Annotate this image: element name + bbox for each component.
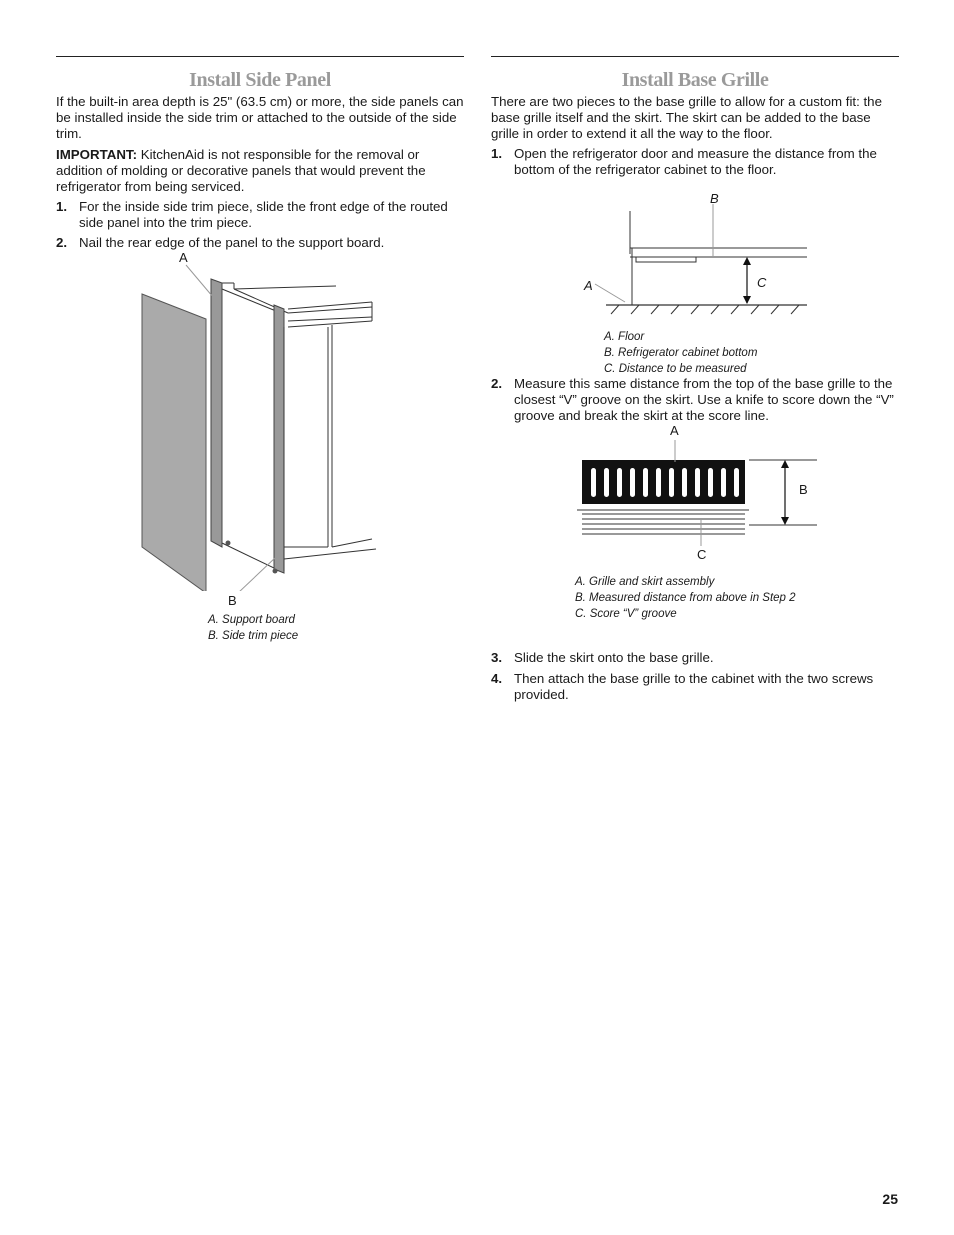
measure-illustration	[491, 178, 899, 328]
grille-label-c: C	[697, 547, 707, 562]
base-grille-step-2	[491, 376, 899, 424]
side-panel-heading: Install Side Panel	[189, 69, 331, 91]
list-item	[491, 671, 899, 703]
caption-support-board: A. Support board	[208, 614, 295, 626]
caption-score-groove: C. Score “V” groove	[575, 608, 677, 620]
step-number: 1.	[56, 199, 68, 214]
step-text: Then attach the base grille to the cabinet with the two screws provided.	[514, 671, 874, 702]
measure-captions	[604, 329, 757, 377]
grille-captions	[575, 574, 796, 622]
side-panel-intro: If the built-in area depth is 25" (63.5 cm) or more, the side panels can be installed inside the side trim or attached to the outside of the side trim.	[56, 94, 464, 141]
foot-shape	[273, 569, 278, 574]
side-panel-steps	[56, 199, 464, 251]
side-panel-figure	[56, 251, 464, 651]
grille-label-a: A	[670, 423, 679, 438]
grille-label-b: B	[799, 482, 808, 497]
list-item	[491, 650, 899, 666]
base-grille-steps-end	[491, 650, 899, 703]
important-label: IMPORTANT:	[56, 147, 138, 162]
step-number: 2.	[491, 376, 503, 391]
side-trim-shape	[274, 305, 284, 573]
step-text: Slide the skirt onto the base grille.	[514, 650, 714, 665]
step-text: Measure this same distance from the top of the base grille to the closest “V” groove on the skirt. Use a knife to score down the “V” groove and break the skirt at the score line.	[514, 376, 894, 423]
step-text: For the inside side trim piece, slide the front edge of the routed side panel into the trim piece.	[79, 199, 448, 230]
important-note	[56, 147, 464, 195]
base-grille-step-1	[491, 146, 899, 178]
caption-side-trim: B. Side trim piece	[208, 630, 299, 642]
foot-shape	[226, 541, 231, 546]
step-number: 1.	[491, 146, 503, 161]
step-text: Nail the rear edge of the panel to the support board.	[79, 235, 385, 250]
step-text: Open the refrigerator door and measure the distance from the bottom of the refrigerator cabinet to the floor.	[514, 146, 877, 177]
list-item	[56, 235, 464, 251]
right-column	[491, 56, 899, 703]
caption-cabinet-bottom: B. Refrigerator cabinet bottom	[604, 347, 758, 359]
cabinet-bottom-shape	[636, 257, 696, 262]
grille-illustration	[491, 424, 899, 564]
side-panel-shape	[142, 294, 206, 591]
important-text: KitchenAid is not responsible for the removal or addition of molding or decorative panels that would prevent the refrigerator from being serviced.	[56, 147, 426, 194]
floor-label-a: A	[584, 278, 593, 293]
step-number: 4.	[491, 671, 503, 686]
list-item	[56, 199, 464, 231]
base-grille-heading: Install Base Grille	[621, 69, 769, 91]
figure-label-b: B	[228, 593, 237, 608]
side-panel-illustration	[56, 251, 464, 591]
list-item	[491, 146, 899, 178]
measure-figure	[491, 178, 899, 378]
caption-floor: A. Floor	[604, 331, 645, 343]
figure-label-a: A	[179, 250, 188, 265]
left-top-rule	[56, 56, 464, 57]
caption-distance: C. Distance to be measured	[604, 363, 747, 375]
list-item	[491, 376, 899, 424]
page-number: 25	[882, 1191, 898, 1207]
step-number: 3.	[491, 650, 503, 665]
left-column	[56, 56, 464, 651]
step-number: 2.	[56, 235, 68, 250]
base-grille-intro: There are two pieces to the base grille to allow for a custom fit: the base grille itself and the skirt. The skirt can be added to the base grille in order to extend it all the way to the floor.	[491, 94, 882, 141]
caption-measured-distance: B. Measured distance from above in Step 2	[575, 592, 796, 604]
grille-figure	[491, 424, 899, 646]
support-board-shape	[211, 279, 222, 547]
floor-hatching	[611, 305, 799, 314]
side-panel-captions	[208, 612, 298, 644]
distance-label-c: C	[757, 275, 767, 290]
right-top-rule	[491, 56, 899, 57]
caption-grille-assembly: A. Grille and skirt assembly	[575, 576, 715, 588]
skirt-lines	[577, 510, 749, 534]
cabinet-side-shape	[222, 289, 276, 569]
cabinet-label-b: B	[710, 191, 719, 206]
